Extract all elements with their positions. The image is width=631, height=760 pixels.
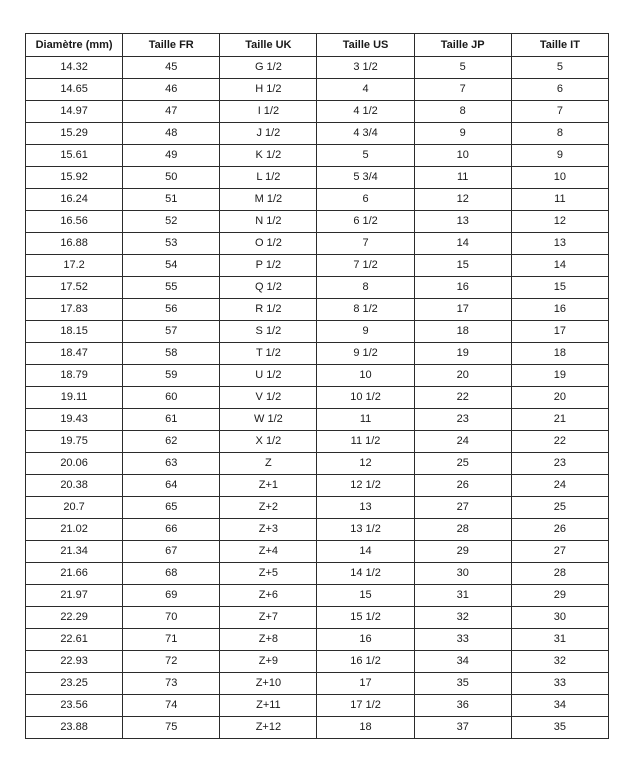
cell-diameter: 16.24 bbox=[26, 189, 123, 211]
table-header-row bbox=[26, 34, 609, 57]
cell-size-jp: 12 bbox=[414, 189, 511, 211]
cell-size-it: 29 bbox=[511, 585, 608, 607]
cell-size-jp: 20 bbox=[414, 365, 511, 387]
cell-size-fr: 59 bbox=[123, 365, 220, 387]
table-row bbox=[26, 695, 609, 717]
cell-size-uk: Z+4 bbox=[220, 541, 317, 563]
cell-diameter: 20.06 bbox=[26, 453, 123, 475]
cell-diameter: 18.47 bbox=[26, 343, 123, 365]
cell-size-uk: Z+2 bbox=[220, 497, 317, 519]
cell-size-fr: 71 bbox=[123, 629, 220, 651]
cell-size-jp: 15 bbox=[414, 255, 511, 277]
cell-size-it: 10 bbox=[511, 167, 608, 189]
cell-size-us: 5 3/4 bbox=[317, 167, 414, 189]
cell-size-fr: 57 bbox=[123, 321, 220, 343]
table-row bbox=[26, 365, 609, 387]
cell-size-us: 15 bbox=[317, 585, 414, 607]
cell-size-us: 12 1/2 bbox=[317, 475, 414, 497]
table-row bbox=[26, 123, 609, 145]
cell-size-jp: 8 bbox=[414, 101, 511, 123]
cell-size-us: 9 1/2 bbox=[317, 343, 414, 365]
cell-size-it: 20 bbox=[511, 387, 608, 409]
cell-size-fr: 73 bbox=[123, 673, 220, 695]
table-row bbox=[26, 233, 609, 255]
cell-size-jp: 17 bbox=[414, 299, 511, 321]
cell-size-uk: Q 1/2 bbox=[220, 277, 317, 299]
cell-size-us: 4 3/4 bbox=[317, 123, 414, 145]
cell-size-it: 21 bbox=[511, 409, 608, 431]
cell-size-fr: 70 bbox=[123, 607, 220, 629]
cell-size-us: 8 bbox=[317, 277, 414, 299]
cell-size-it: 9 bbox=[511, 145, 608, 167]
cell-size-us: 18 bbox=[317, 717, 414, 739]
cell-size-us: 13 1/2 bbox=[317, 519, 414, 541]
cell-size-uk: T 1/2 bbox=[220, 343, 317, 365]
cell-diameter: 15.92 bbox=[26, 167, 123, 189]
cell-size-uk: R 1/2 bbox=[220, 299, 317, 321]
cell-size-jp: 31 bbox=[414, 585, 511, 607]
table-row bbox=[26, 167, 609, 189]
table-row bbox=[26, 57, 609, 79]
cell-size-it: 12 bbox=[511, 211, 608, 233]
cell-size-fr: 75 bbox=[123, 717, 220, 739]
cell-diameter: 17.83 bbox=[26, 299, 123, 321]
cell-diameter: 22.93 bbox=[26, 651, 123, 673]
cell-size-us: 6 1/2 bbox=[317, 211, 414, 233]
cell-size-it: 28 bbox=[511, 563, 608, 585]
cell-size-fr: 45 bbox=[123, 57, 220, 79]
cell-size-jp: 28 bbox=[414, 519, 511, 541]
cell-size-it: 27 bbox=[511, 541, 608, 563]
cell-size-jp: 11 bbox=[414, 167, 511, 189]
cell-size-jp: 7 bbox=[414, 79, 511, 101]
table-row bbox=[26, 519, 609, 541]
cell-size-us: 13 bbox=[317, 497, 414, 519]
cell-diameter: 21.66 bbox=[26, 563, 123, 585]
cell-size-jp: 29 bbox=[414, 541, 511, 563]
cell-size-it: 16 bbox=[511, 299, 608, 321]
cell-size-fr: 60 bbox=[123, 387, 220, 409]
cell-size-fr: 64 bbox=[123, 475, 220, 497]
cell-size-us: 11 bbox=[317, 409, 414, 431]
cell-size-it: 26 bbox=[511, 519, 608, 541]
cell-size-jp: 33 bbox=[414, 629, 511, 651]
cell-size-fr: 65 bbox=[123, 497, 220, 519]
cell-size-it: 8 bbox=[511, 123, 608, 145]
cell-size-it: 18 bbox=[511, 343, 608, 365]
cell-size-uk: I 1/2 bbox=[220, 101, 317, 123]
cell-diameter: 17.52 bbox=[26, 277, 123, 299]
table-row bbox=[26, 255, 609, 277]
cell-diameter: 23.88 bbox=[26, 717, 123, 739]
header-size-us: Taille US bbox=[317, 34, 414, 57]
cell-size-it: 30 bbox=[511, 607, 608, 629]
table-row bbox=[26, 629, 609, 651]
cell-size-jp: 14 bbox=[414, 233, 511, 255]
table-row bbox=[26, 79, 609, 101]
cell-size-jp: 9 bbox=[414, 123, 511, 145]
cell-size-jp: 25 bbox=[414, 453, 511, 475]
cell-size-uk: U 1/2 bbox=[220, 365, 317, 387]
cell-diameter: 21.02 bbox=[26, 519, 123, 541]
table-row bbox=[26, 343, 609, 365]
cell-size-uk: Z+8 bbox=[220, 629, 317, 651]
cell-size-us: 17 1/2 bbox=[317, 695, 414, 717]
cell-diameter: 20.38 bbox=[26, 475, 123, 497]
table-row bbox=[26, 321, 609, 343]
cell-size-uk: Z+10 bbox=[220, 673, 317, 695]
cell-diameter: 15.61 bbox=[26, 145, 123, 167]
cell-size-uk: K 1/2 bbox=[220, 145, 317, 167]
cell-size-us: 10 bbox=[317, 365, 414, 387]
cell-size-us: 17 bbox=[317, 673, 414, 695]
cell-diameter: 21.97 bbox=[26, 585, 123, 607]
cell-size-jp: 34 bbox=[414, 651, 511, 673]
cell-size-fr: 54 bbox=[123, 255, 220, 277]
cell-size-uk: Z+7 bbox=[220, 607, 317, 629]
cell-size-jp: 30 bbox=[414, 563, 511, 585]
cell-size-us: 14 bbox=[317, 541, 414, 563]
cell-diameter: 23.56 bbox=[26, 695, 123, 717]
cell-diameter: 16.88 bbox=[26, 233, 123, 255]
cell-size-jp: 22 bbox=[414, 387, 511, 409]
cell-size-fr: 67 bbox=[123, 541, 220, 563]
cell-size-it: 19 bbox=[511, 365, 608, 387]
cell-size-uk: L 1/2 bbox=[220, 167, 317, 189]
cell-diameter: 22.29 bbox=[26, 607, 123, 629]
cell-size-jp: 16 bbox=[414, 277, 511, 299]
cell-size-jp: 32 bbox=[414, 607, 511, 629]
table-row bbox=[26, 607, 609, 629]
cell-size-it: 11 bbox=[511, 189, 608, 211]
header-size-fr: Taille FR bbox=[123, 34, 220, 57]
table-row bbox=[26, 299, 609, 321]
header-size-it: Taille IT bbox=[511, 34, 608, 57]
cell-size-us: 6 bbox=[317, 189, 414, 211]
cell-size-jp: 18 bbox=[414, 321, 511, 343]
cell-size-us: 3 1/2 bbox=[317, 57, 414, 79]
cell-size-it: 34 bbox=[511, 695, 608, 717]
cell-size-jp: 24 bbox=[414, 431, 511, 453]
cell-size-us: 4 1/2 bbox=[317, 101, 414, 123]
cell-size-fr: 56 bbox=[123, 299, 220, 321]
cell-size-jp: 37 bbox=[414, 717, 511, 739]
table-row bbox=[26, 277, 609, 299]
cell-size-fr: 47 bbox=[123, 101, 220, 123]
cell-size-us: 16 bbox=[317, 629, 414, 651]
cell-diameter: 19.11 bbox=[26, 387, 123, 409]
ring-size-table bbox=[25, 33, 609, 739]
cell-size-it: 17 bbox=[511, 321, 608, 343]
cell-size-us: 16 1/2 bbox=[317, 651, 414, 673]
cell-size-fr: 49 bbox=[123, 145, 220, 167]
cell-diameter: 16.56 bbox=[26, 211, 123, 233]
cell-diameter: 20.7 bbox=[26, 497, 123, 519]
cell-size-it: 24 bbox=[511, 475, 608, 497]
cell-diameter: 14.65 bbox=[26, 79, 123, 101]
cell-size-uk: V 1/2 bbox=[220, 387, 317, 409]
cell-size-uk: Z+6 bbox=[220, 585, 317, 607]
cell-size-uk: Z+9 bbox=[220, 651, 317, 673]
cell-size-us: 15 1/2 bbox=[317, 607, 414, 629]
cell-diameter: 18.15 bbox=[26, 321, 123, 343]
cell-size-it: 31 bbox=[511, 629, 608, 651]
cell-size-it: 5 bbox=[511, 57, 608, 79]
table-row bbox=[26, 101, 609, 123]
cell-diameter: 19.75 bbox=[26, 431, 123, 453]
table-row bbox=[26, 497, 609, 519]
cell-diameter: 22.61 bbox=[26, 629, 123, 651]
cell-size-uk: Z+3 bbox=[220, 519, 317, 541]
cell-size-uk: J 1/2 bbox=[220, 123, 317, 145]
cell-size-it: 22 bbox=[511, 431, 608, 453]
cell-size-fr: 62 bbox=[123, 431, 220, 453]
cell-size-us: 7 bbox=[317, 233, 414, 255]
table-row bbox=[26, 585, 609, 607]
cell-size-us: 10 1/2 bbox=[317, 387, 414, 409]
cell-size-fr: 53 bbox=[123, 233, 220, 255]
cell-size-it: 7 bbox=[511, 101, 608, 123]
cell-size-fr: 52 bbox=[123, 211, 220, 233]
table-row bbox=[26, 387, 609, 409]
table-row bbox=[26, 717, 609, 739]
cell-size-uk: S 1/2 bbox=[220, 321, 317, 343]
header-diameter: Diamètre (mm) bbox=[26, 34, 123, 57]
cell-size-fr: 69 bbox=[123, 585, 220, 607]
cell-size-fr: 55 bbox=[123, 277, 220, 299]
cell-size-jp: 23 bbox=[414, 409, 511, 431]
cell-size-uk: X 1/2 bbox=[220, 431, 317, 453]
cell-size-fr: 50 bbox=[123, 167, 220, 189]
header-size-jp: Taille JP bbox=[414, 34, 511, 57]
cell-size-us: 9 bbox=[317, 321, 414, 343]
cell-size-us: 12 bbox=[317, 453, 414, 475]
table-row bbox=[26, 475, 609, 497]
cell-size-us: 7 1/2 bbox=[317, 255, 414, 277]
header-size-uk: Taille UK bbox=[220, 34, 317, 57]
cell-diameter: 14.32 bbox=[26, 57, 123, 79]
cell-size-it: 23 bbox=[511, 453, 608, 475]
cell-size-it: 35 bbox=[511, 717, 608, 739]
table-body bbox=[26, 57, 609, 739]
cell-size-it: 32 bbox=[511, 651, 608, 673]
cell-size-fr: 48 bbox=[123, 123, 220, 145]
table-row bbox=[26, 541, 609, 563]
cell-size-uk: Z bbox=[220, 453, 317, 475]
cell-size-jp: 5 bbox=[414, 57, 511, 79]
cell-size-jp: 27 bbox=[414, 497, 511, 519]
cell-size-fr: 72 bbox=[123, 651, 220, 673]
cell-size-uk: Z+1 bbox=[220, 475, 317, 497]
table-row bbox=[26, 651, 609, 673]
cell-size-uk: N 1/2 bbox=[220, 211, 317, 233]
cell-diameter: 18.79 bbox=[26, 365, 123, 387]
cell-size-us: 5 bbox=[317, 145, 414, 167]
cell-size-jp: 19 bbox=[414, 343, 511, 365]
cell-diameter: 23.25 bbox=[26, 673, 123, 695]
cell-size-fr: 68 bbox=[123, 563, 220, 585]
cell-size-fr: 61 bbox=[123, 409, 220, 431]
cell-size-uk: O 1/2 bbox=[220, 233, 317, 255]
table-row bbox=[26, 145, 609, 167]
cell-diameter: 21.34 bbox=[26, 541, 123, 563]
cell-size-jp: 13 bbox=[414, 211, 511, 233]
cell-size-fr: 63 bbox=[123, 453, 220, 475]
cell-size-uk: H 1/2 bbox=[220, 79, 317, 101]
table-row bbox=[26, 211, 609, 233]
cell-size-fr: 74 bbox=[123, 695, 220, 717]
cell-size-it: 6 bbox=[511, 79, 608, 101]
cell-size-it: 13 bbox=[511, 233, 608, 255]
cell-diameter: 14.97 bbox=[26, 101, 123, 123]
table-row bbox=[26, 431, 609, 453]
table-row bbox=[26, 189, 609, 211]
cell-diameter: 19.43 bbox=[26, 409, 123, 431]
cell-size-uk: Z+11 bbox=[220, 695, 317, 717]
cell-size-uk: Z+5 bbox=[220, 563, 317, 585]
cell-size-uk: G 1/2 bbox=[220, 57, 317, 79]
cell-size-fr: 46 bbox=[123, 79, 220, 101]
cell-size-us: 14 1/2 bbox=[317, 563, 414, 585]
cell-size-jp: 10 bbox=[414, 145, 511, 167]
table-row bbox=[26, 673, 609, 695]
cell-size-uk: M 1/2 bbox=[220, 189, 317, 211]
cell-size-jp: 26 bbox=[414, 475, 511, 497]
cell-size-us: 4 bbox=[317, 79, 414, 101]
table-row bbox=[26, 453, 609, 475]
cell-size-it: 33 bbox=[511, 673, 608, 695]
table-row bbox=[26, 563, 609, 585]
cell-size-uk: P 1/2 bbox=[220, 255, 317, 277]
cell-size-jp: 36 bbox=[414, 695, 511, 717]
cell-diameter: 15.29 bbox=[26, 123, 123, 145]
cell-size-fr: 51 bbox=[123, 189, 220, 211]
cell-size-us: 11 1/2 bbox=[317, 431, 414, 453]
cell-size-it: 14 bbox=[511, 255, 608, 277]
cell-size-fr: 58 bbox=[123, 343, 220, 365]
cell-diameter: 17.2 bbox=[26, 255, 123, 277]
table-row bbox=[26, 409, 609, 431]
cell-size-jp: 35 bbox=[414, 673, 511, 695]
cell-size-uk: Z+12 bbox=[220, 717, 317, 739]
cell-size-uk: W 1/2 bbox=[220, 409, 317, 431]
cell-size-us: 8 1/2 bbox=[317, 299, 414, 321]
cell-size-it: 25 bbox=[511, 497, 608, 519]
cell-size-it: 15 bbox=[511, 277, 608, 299]
cell-size-fr: 66 bbox=[123, 519, 220, 541]
